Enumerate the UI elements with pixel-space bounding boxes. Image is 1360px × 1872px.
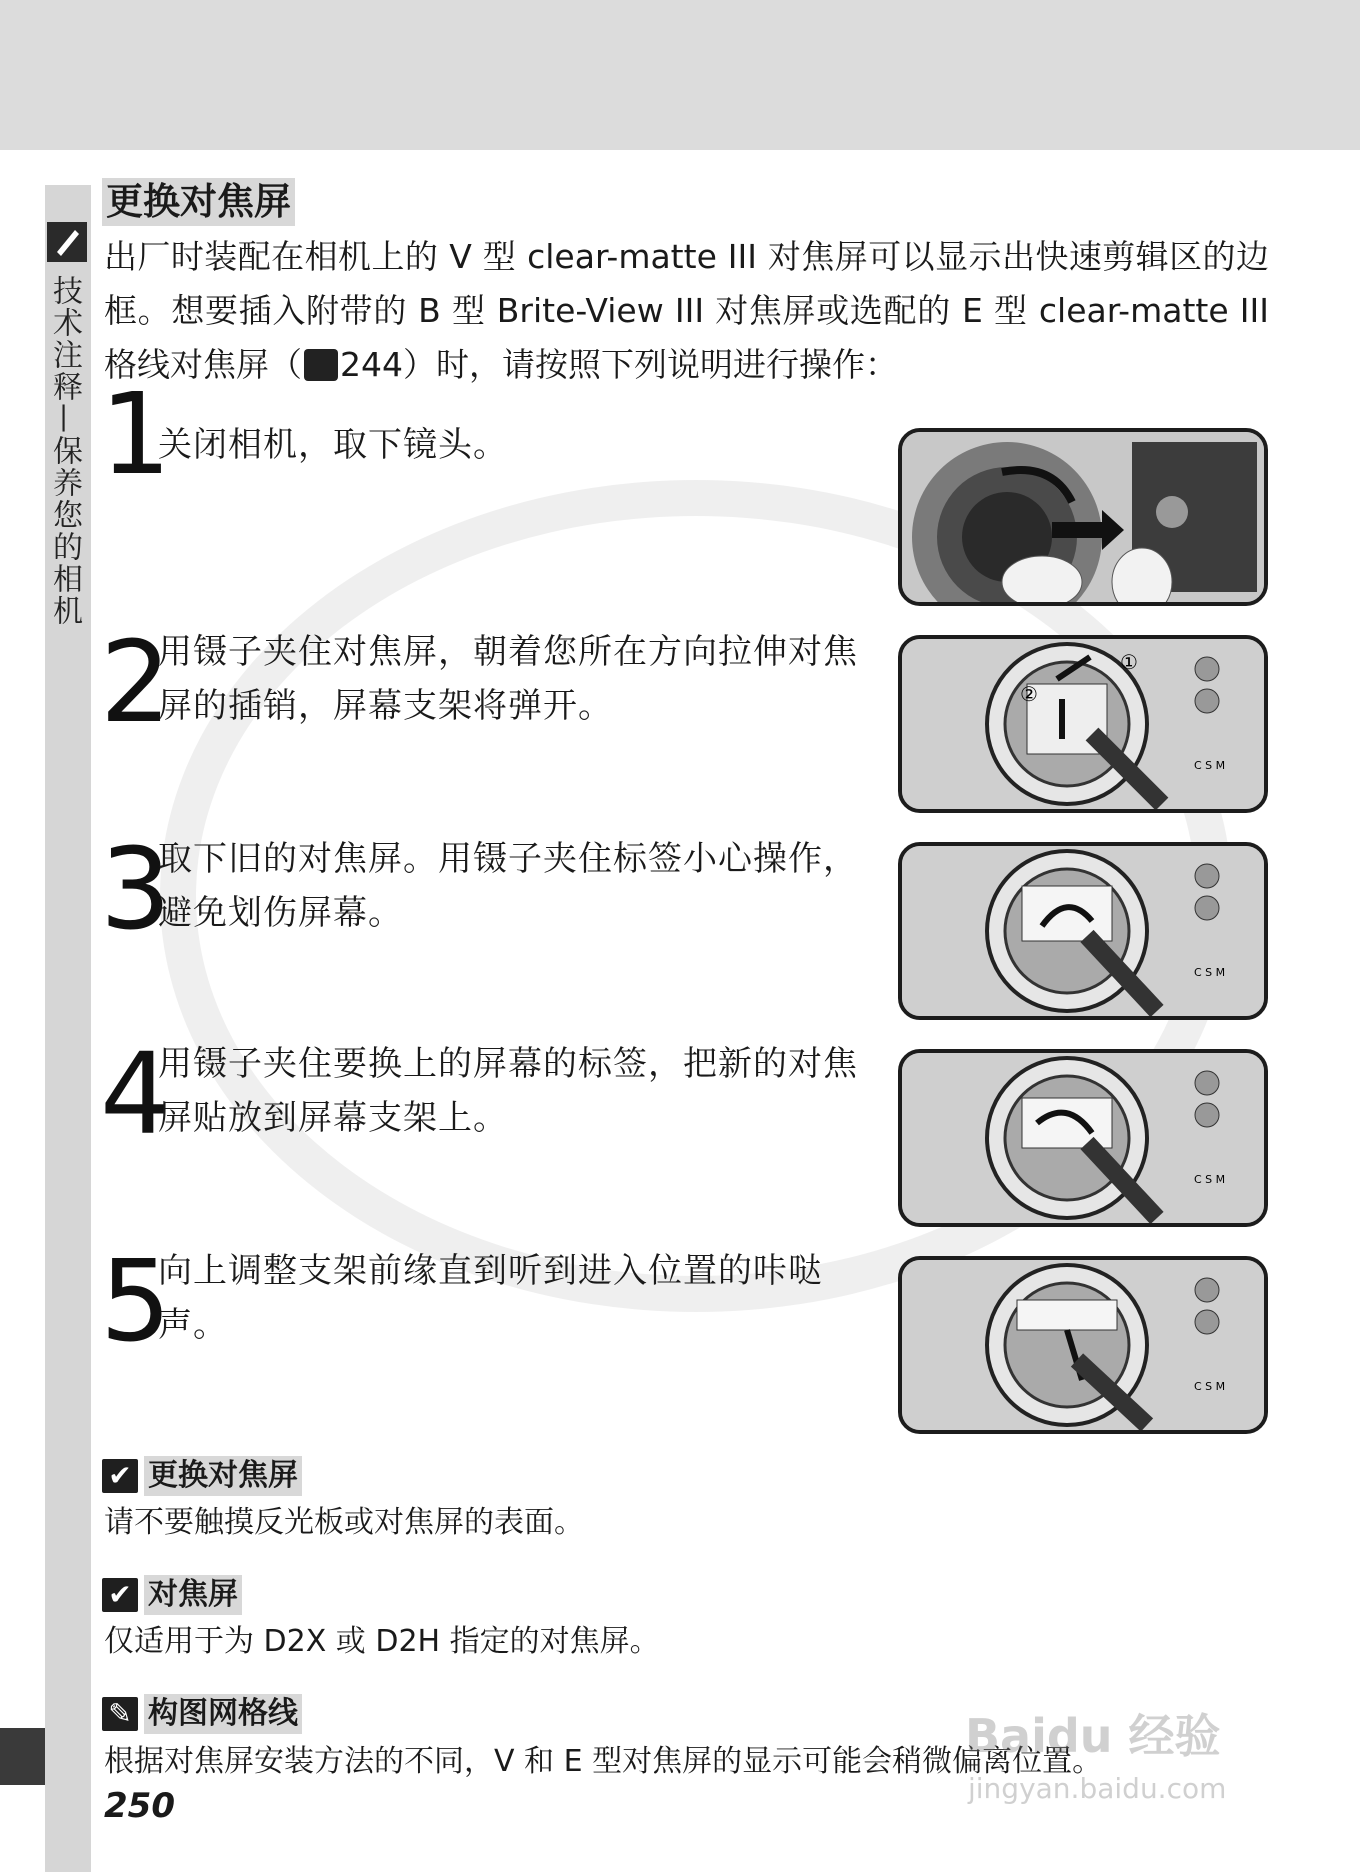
step-2-illustration — [898, 635, 1268, 813]
step-text-2: 用镊子夹住对焦屏，朝着您所在方向拉伸对焦屏的插销，屏幕支架将弹开。 — [158, 632, 858, 726]
note-2-body: 仅适用于为 D2X 或 D2H 指定的对焦屏。 — [104, 1624, 660, 1659]
mount-marks-2: C S M — [1194, 759, 1226, 772]
notes-icon — [47, 222, 87, 262]
mount-marks-5: C S M — [1194, 1380, 1226, 1393]
intro-paragraph — [104, 230, 1269, 392]
step-text-5: 向上调整支架前缘直到听到进入位置的咔哒声。 — [158, 1251, 823, 1345]
intro-text-2: ）时，请按照下列说明进行操作： — [403, 345, 898, 384]
step-number-5: 5 — [100, 1237, 172, 1367]
note-1-heading — [102, 1456, 302, 1496]
note-2-title: 对焦屏 — [144, 1575, 242, 1615]
note-2-heading — [102, 1575, 242, 1615]
step-1-illustration — [898, 428, 1268, 606]
mount-marks-3: C S M — [1194, 966, 1226, 979]
step-text-1: 关闭相机，取下镜头。 — [158, 425, 508, 465]
note-3-title: 构图网格线 — [144, 1694, 302, 1734]
step-4-illustration — [898, 1049, 1268, 1227]
check-icon: ✔ — [102, 1578, 138, 1612]
step-number-4: 4 — [100, 1030, 172, 1160]
note-3-body: 根据对焦屏安装方法的不同，V 和 E 型对焦屏的显示可能会稍微偏离位置。 — [104, 1744, 1103, 1779]
book-reference-icon — [304, 349, 338, 381]
note-3-heading — [102, 1694, 302, 1734]
page-title: 更换对焦屏 — [102, 178, 295, 226]
intro-text-1: 出厂时装配在相机上的 V 型 clear-matte III 对焦屏可以显示出快速剪辑区的边框。想要插入附带的 B 型 Brite-View III 对焦屏或选配的 E 型 clear-matte III 格线对焦屏（ — [104, 237, 1269, 384]
check-icon: ✔ — [102, 1459, 138, 1493]
baidu-watermark-url: jingyan.baidu.com — [968, 1772, 1227, 1805]
step-text-4: 用镊子夹住要换上的屏幕的标签，把新的对焦屏贴放到屏幕支架上。 — [158, 1044, 858, 1138]
step-number-1: 1 — [100, 370, 172, 500]
step-3-illustration — [898, 842, 1268, 1020]
side-marker — [0, 1728, 45, 1785]
note-1-title: 更换对焦屏 — [144, 1456, 302, 1496]
mount-marks-4: C S M — [1194, 1173, 1226, 1186]
page-number: 250 — [104, 1786, 175, 1826]
top-band — [0, 0, 1360, 150]
step-text-3: 取下旧的对焦屏。用镊子夹住标签小心操作，避免划伤屏幕。 — [158, 839, 858, 933]
pencil-icon: ✎ — [102, 1697, 138, 1731]
step-number-2: 2 — [100, 618, 172, 748]
baidu-watermark: Baidu 经验 — [965, 1709, 1221, 1763]
callout-2: ② — [1020, 682, 1038, 706]
step-5-illustration — [898, 1256, 1268, 1434]
step-number-3: 3 — [100, 825, 172, 955]
intro-ref-page: 244 — [340, 345, 403, 384]
callout-1: ① — [1120, 650, 1138, 674]
note-1-body: 请不要触摸反光板或对焦屏的表面。 — [104, 1505, 584, 1540]
side-label: 技术注释—保养您的相机 — [47, 275, 82, 627]
